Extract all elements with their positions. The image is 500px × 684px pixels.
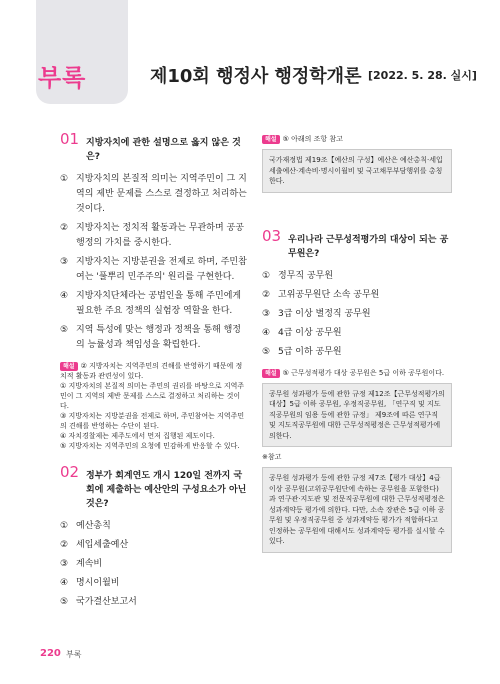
question-1-number: 01 <box>60 130 80 148</box>
question-2-number: 02 <box>60 463 80 481</box>
choice-number: ④ <box>60 291 69 301</box>
choice-text: 3급 이상 별정직 공무원 <box>278 308 371 319</box>
explanation-main: ② 지방자치는 지역주민의 견해를 반영하기 때문에 정치적 활동과 관련성이 있다. <box>60 362 243 380</box>
question-3-choices <box>262 269 452 360</box>
choice-text: 명시이월비 <box>76 578 120 588</box>
choice-item <box>60 289 248 319</box>
choice-item <box>60 172 248 217</box>
choice-number: ② <box>262 289 271 300</box>
explanation-tag: 해설 <box>262 135 280 144</box>
choice-text: 고위공무원단 소속 공무원 <box>278 289 380 300</box>
choice-item <box>262 326 452 341</box>
choice-item <box>60 519 248 534</box>
choice-item <box>262 288 452 303</box>
explanation-line: ④ 자치경찰제는 제주도에서 먼저 집행된 제도이다. <box>60 432 215 440</box>
choice-item <box>262 345 452 360</box>
choice-text: 지방자치단체라는 공법인을 통해 주민에게 필요한 주요 정책의 실험장 역할을 한다. <box>76 291 242 316</box>
choice-number: ④ <box>60 578 69 588</box>
choice-text: 계속비 <box>76 559 103 569</box>
explanation-main: ⑤ 근무성적평가 대상 공무원은 5급 이하 공무원이다. <box>282 368 445 377</box>
choice-item <box>60 595 248 610</box>
question-1-text: 지방자치에 관한 설명으로 옳지 않은 것은? <box>86 138 241 162</box>
choice-number: ⑤ <box>60 325 69 335</box>
law-article-box: 공무원 성과평가 등에 관한 규정 제7조【평가 대상】4급 이상 공무원(고위공무원단에 속하는 공무원을 포함한다)과 연구관·지도관 및 전문직공무원에 대한 근무성적평정은 성과계약등 평가에 의한다. 다만, 소속 장관은 5급 이하 공무원 및 우정직공무원 중 성과계약등 평가가 적합하다고 인정하는 공무원에 대해서도 성과계약등 평가를 실시할 수 있다. <box>262 467 452 553</box>
choice-item <box>60 557 248 572</box>
question-3-number: 03 <box>262 226 282 245</box>
explanation-main: ⑤ 아래의 조항 참고 <box>282 135 343 143</box>
choice-number: ② <box>60 540 69 550</box>
question-1-header <box>60 130 248 164</box>
choice-text: 세입세출예산 <box>76 540 129 550</box>
right-column <box>262 134 452 553</box>
explanation-line: ⑤ 지방자치는 지역주민의 요청에 민감하게 반응할 수 있다. <box>60 442 240 450</box>
question-1-explanation <box>60 361 248 451</box>
exam-date: [2022. 5. 28. 실시] <box>368 69 477 82</box>
choice-text: 예산총칙 <box>76 521 111 531</box>
reference-note: ※참고 <box>262 453 282 461</box>
explanation-tag: 해설 <box>262 369 280 378</box>
choice-text: 5급 이하 공무원 <box>278 346 342 357</box>
question-2-choices <box>60 519 248 610</box>
choice-text: 지역 특성에 맞는 행정과 정책을 통해 행정의 능률성과 책임성을 확립한다. <box>76 325 241 350</box>
choice-item <box>262 269 452 284</box>
choice-number: ③ <box>60 559 69 569</box>
left-column <box>60 130 248 614</box>
choice-number: ③ <box>60 257 69 267</box>
question-3-header <box>262 226 452 261</box>
law-article-box: 국가재정법 제19조【예산의 구성】예산은 예산총칙·세입세출예산·계속비·명시이월비 및 국고채무부담행위를 총칭한다. <box>262 149 452 193</box>
choice-text: 지방자치는 지방분권을 전제로 하며, 주민참여는 '풀뿌리 민주주의' 원리를 구현한다. <box>76 257 247 282</box>
choice-text: 지방자치의 본질적 의미는 지역주민이 그 지역의 제반 문제를 스스로 결정하고 처리하는 것이다. <box>76 174 247 214</box>
question-3-explanation <box>262 368 452 553</box>
appendix-badge: 부록 <box>38 64 87 92</box>
choice-item <box>60 323 248 353</box>
page-number: 220 <box>40 648 61 659</box>
choice-text: 국가결산보고서 <box>76 597 137 607</box>
question-2-header <box>60 463 248 511</box>
choice-item <box>60 255 248 285</box>
choice-text: 4급 이상 공무원 <box>278 327 342 338</box>
footer-label: 부록 <box>66 650 82 659</box>
choice-text: 정무직 공무원 <box>278 270 334 281</box>
question-2-explanation <box>262 134 452 193</box>
choice-item <box>60 538 248 553</box>
choice-number: ③ <box>262 308 271 319</box>
choice-number: ⑤ <box>60 597 69 607</box>
page-title: 제10회 행정사 행정학개론 <box>150 66 362 87</box>
choice-number: ① <box>60 174 69 184</box>
explanation-tag: 해설 <box>60 362 78 371</box>
question-1-choices <box>60 172 248 353</box>
explanation-line: ① 지방자치의 본질적 의미는 주민의 권리를 바탕으로 지역주민이 그 지역의 제반 문제를 스스로 결정하고 처리하는 것이다. <box>60 382 245 410</box>
choice-text: 지방자치는 정치적 활동과는 무관하며 공공행정의 가치를 중시한다. <box>76 223 244 248</box>
choice-item <box>60 221 248 251</box>
choice-number: ⑤ <box>262 346 271 357</box>
choice-number: ④ <box>262 327 271 338</box>
choice-number: ② <box>60 223 69 233</box>
question-3-text: 우리나라 근무성적평가의 대상이 되는 공무원은? <box>288 234 449 259</box>
law-article-box: 공무원 성과평가 등에 관한 규정 제12조【근무성적평가의 대상】5급 이하 공무원, 우정직공무원, 「연구직 및 지도직공무원의 임용 등에 관한 규정」 제9조에 따른 연구직 및 지도직공무원에 대한 근무성적평정은 근무성적평가에 의한다. <box>262 383 452 448</box>
explanation-line: ③ 지방자치는 지방분권을 전제로 하며, 주민참여는 지역주민의 견해를 반영하는 수단이 된다. <box>60 412 245 430</box>
choice-item <box>60 576 248 591</box>
choice-item <box>262 307 452 322</box>
choice-number: ① <box>262 270 271 281</box>
question-2-text: 정부가 회계연도 개시 120일 전까지 국회에 제출하는 예산안의 구성요소가 아닌 것은? <box>86 471 247 509</box>
choice-number: ① <box>60 521 69 531</box>
